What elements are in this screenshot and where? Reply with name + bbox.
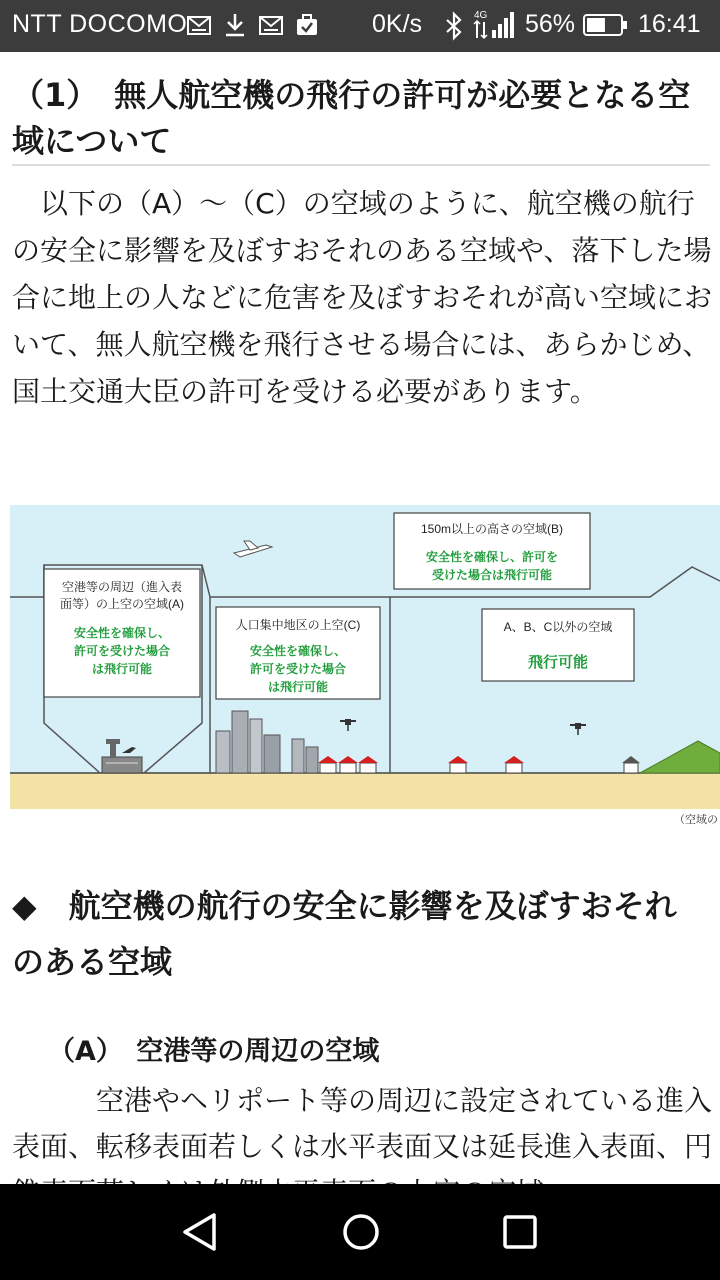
download-icon	[222, 12, 248, 38]
home-icon	[345, 1216, 377, 1248]
network-speed: 0K/s	[372, 10, 423, 38]
heading-divider	[12, 164, 710, 166]
zone-a-title-line2: 面等）の上空の空域(A)	[60, 597, 184, 611]
zone-other-label-box	[482, 609, 634, 681]
zone-a-note-line2: 許可を受けた場合	[73, 644, 171, 658]
zone-a-note-line3: は飛行可能	[91, 662, 153, 676]
clock: 16:41	[638, 10, 701, 38]
battery-percent: 56%	[525, 10, 576, 38]
zone-a-title-line1: 空港等の周辺（進入表	[61, 580, 183, 594]
zone-a-note-line1: 安全性を確保し、	[73, 626, 171, 640]
notification-icons	[186, 12, 320, 38]
recent-apps-button[interactable]	[500, 1212, 540, 1252]
zone-b-title: 150m以上の高さの空域(B)	[420, 522, 564, 536]
recent-apps-icon	[505, 1217, 535, 1247]
zone-c-title: 人口集中地区の上空(C)	[235, 618, 361, 632]
zone-a-label-box	[44, 569, 200, 697]
subsection-heading: （A） 空港等の周辺の空域	[48, 1036, 380, 1067]
figure-caption: （空域の	[674, 814, 718, 826]
briefcase-icon	[294, 12, 320, 38]
body-paragraph: 空港やヘリポート等の周辺に設定されている進入表面、転移表面若しくは水平表面又は延長進入表面、円	[12, 1084, 713, 1163]
zone-c-note-line3: は飛行可能	[267, 680, 329, 694]
network-type: 4G	[474, 10, 488, 21]
zone-other-title: A、B、C以外の空域	[503, 620, 613, 634]
back-button[interactable]	[180, 1212, 220, 1252]
airspace-diagram	[10, 505, 720, 830]
article-heading: （1） 無人航空機の飛行の許可が必要となる空域について	[12, 76, 691, 160]
ground	[10, 773, 720, 809]
zone-c-note-line1: 安全性を確保し、	[249, 644, 347, 658]
status-bar	[0, 0, 720, 52]
home-button[interactable]	[341, 1212, 381, 1252]
mail-icon	[186, 12, 212, 38]
signal-icon	[472, 8, 516, 40]
zone-other-note: 飛行可能	[527, 654, 589, 671]
zone-c-note-line2: 許可を受けた場合	[249, 662, 347, 676]
battery-fill	[587, 18, 605, 32]
section-heading: ◆ 航空機の航行の安全に影響を及ぼすおそれのある空域	[12, 887, 677, 981]
zone-b-label-box	[394, 513, 590, 589]
mail-icon	[258, 12, 284, 38]
zone-b-note-line2: 受けた場合は飛行可能	[431, 568, 553, 582]
back-icon	[185, 1215, 214, 1249]
zone-b-note-line1: 安全性を確保し、許可を	[425, 550, 559, 564]
navigation-bar	[0, 1184, 720, 1280]
zone-c-label-box	[216, 607, 380, 699]
carrier-name: NTT DOCOMO	[12, 10, 188, 38]
bluetooth-icon	[443, 12, 465, 40]
intro-paragraph: 以下の（A）～（C）の空域のように、航空機の航行の安全に影響を及ぼすおそれのある空域や、落下した場合に地上の人などに危害を及ぼすおそれが高い空域において、無人航空機を飛行させる場合には、あらかじめ、国土交通大臣の許可を受ける必要があります。	[12, 187, 713, 408]
battery-icon	[583, 14, 629, 36]
